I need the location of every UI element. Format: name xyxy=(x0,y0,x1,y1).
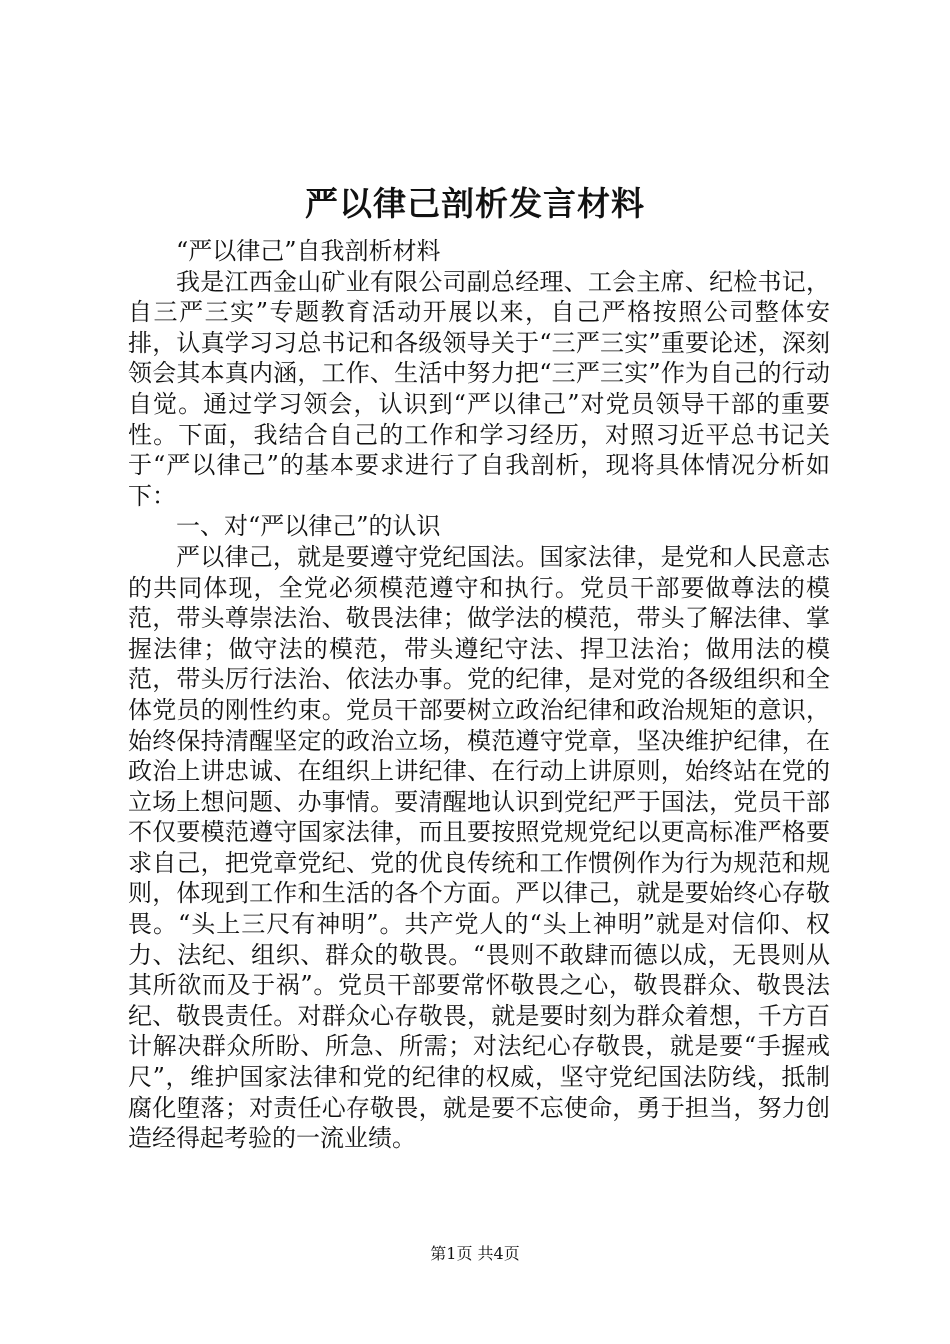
body-paragraph: 严以律己，就是要遵守党纪国法。国家法律，是党和人民意志的共同体现，全党必须模范遵守和执行。党员干部要做尊法的模范，带头尊崇法治、敬畏法律；做学法的模范，带头了解法律、掌握法律；做守法的模范，带头遵纪守法、捍卫法治；做用法的模范，带头厉行法治、依法办事。党的纪律，是对党的各级组织和全体党员的刚性约束。党员干部要树立政治纪律和政治规矩的意识，始终保持清醒坚定的政治立场，模范遵守党章，坚决维护纪律，在政治上讲忠诚、在组织上讲纪律、在行动上讲原则，始终站在党的立场上想问题、办事情。要清醒地认识到党纪严于国法，党员干部不仅要模范遵守国家法律，而且要按照党规党纪以更高标准严格要求自己，把党章党纪、党的优良传统和工作惯例作为行为规范和规则，体现到工作和生活的各个方面。严以律己，就是要始终心存敬畏。“头上三尺有神明”。共产党人的“头上神明”就是对信仰、权力、法纪、组织、群众的敬畏。“畏则不敢肆而德以成，无畏则从其所欲而及于祸”。党员干部要常怀敬畏之心，敬畏群众、敬畏法纪、敬畏责任。对群众心存敬畏，就是要时刻为群众着想，千方百计解决群众所盼、所急、所需；对法纪心存敬畏，就是要“手握戒尺”，维护国家法律和党的纪律的权威，坚守党纪国法防线，抵制腐化堕落；对责任心存敬畏，就是要不忘使命，勇于担当，努力创造经得起考验的一流业绩。 xyxy=(128,542,830,1153)
page-footer: 第1页 共4页 xyxy=(430,1244,520,1263)
section-heading: 一、对“严以律己”的认识 xyxy=(176,512,441,541)
intro-paragraph: 我是江西金山矿业有限公司副总经理、工会主席、纪检书记，自三严三实”专题教育活动开展以来，自己严格按照公司整体安排，认真学习习总书记和各级领导关于“三严三实”重要论述，深刻领会其本真内涵，工作、生活中努力把“三严三实”作为自己的行动自觉。通过学习领会，认识到“严以律己”对党员领导干部的重要性。下面，我结合自己的工作和学习经历，对照习近平总书记关于“严以律己”的基本要求进行了自我剖析，现将具体情况分析如下： xyxy=(128,267,830,510)
subtitle-paragraph: “严以律己”自我剖析材料 xyxy=(176,237,441,265)
document-title: 严以律己剖析发言材料 xyxy=(305,184,645,223)
document-body xyxy=(128,236,830,1154)
